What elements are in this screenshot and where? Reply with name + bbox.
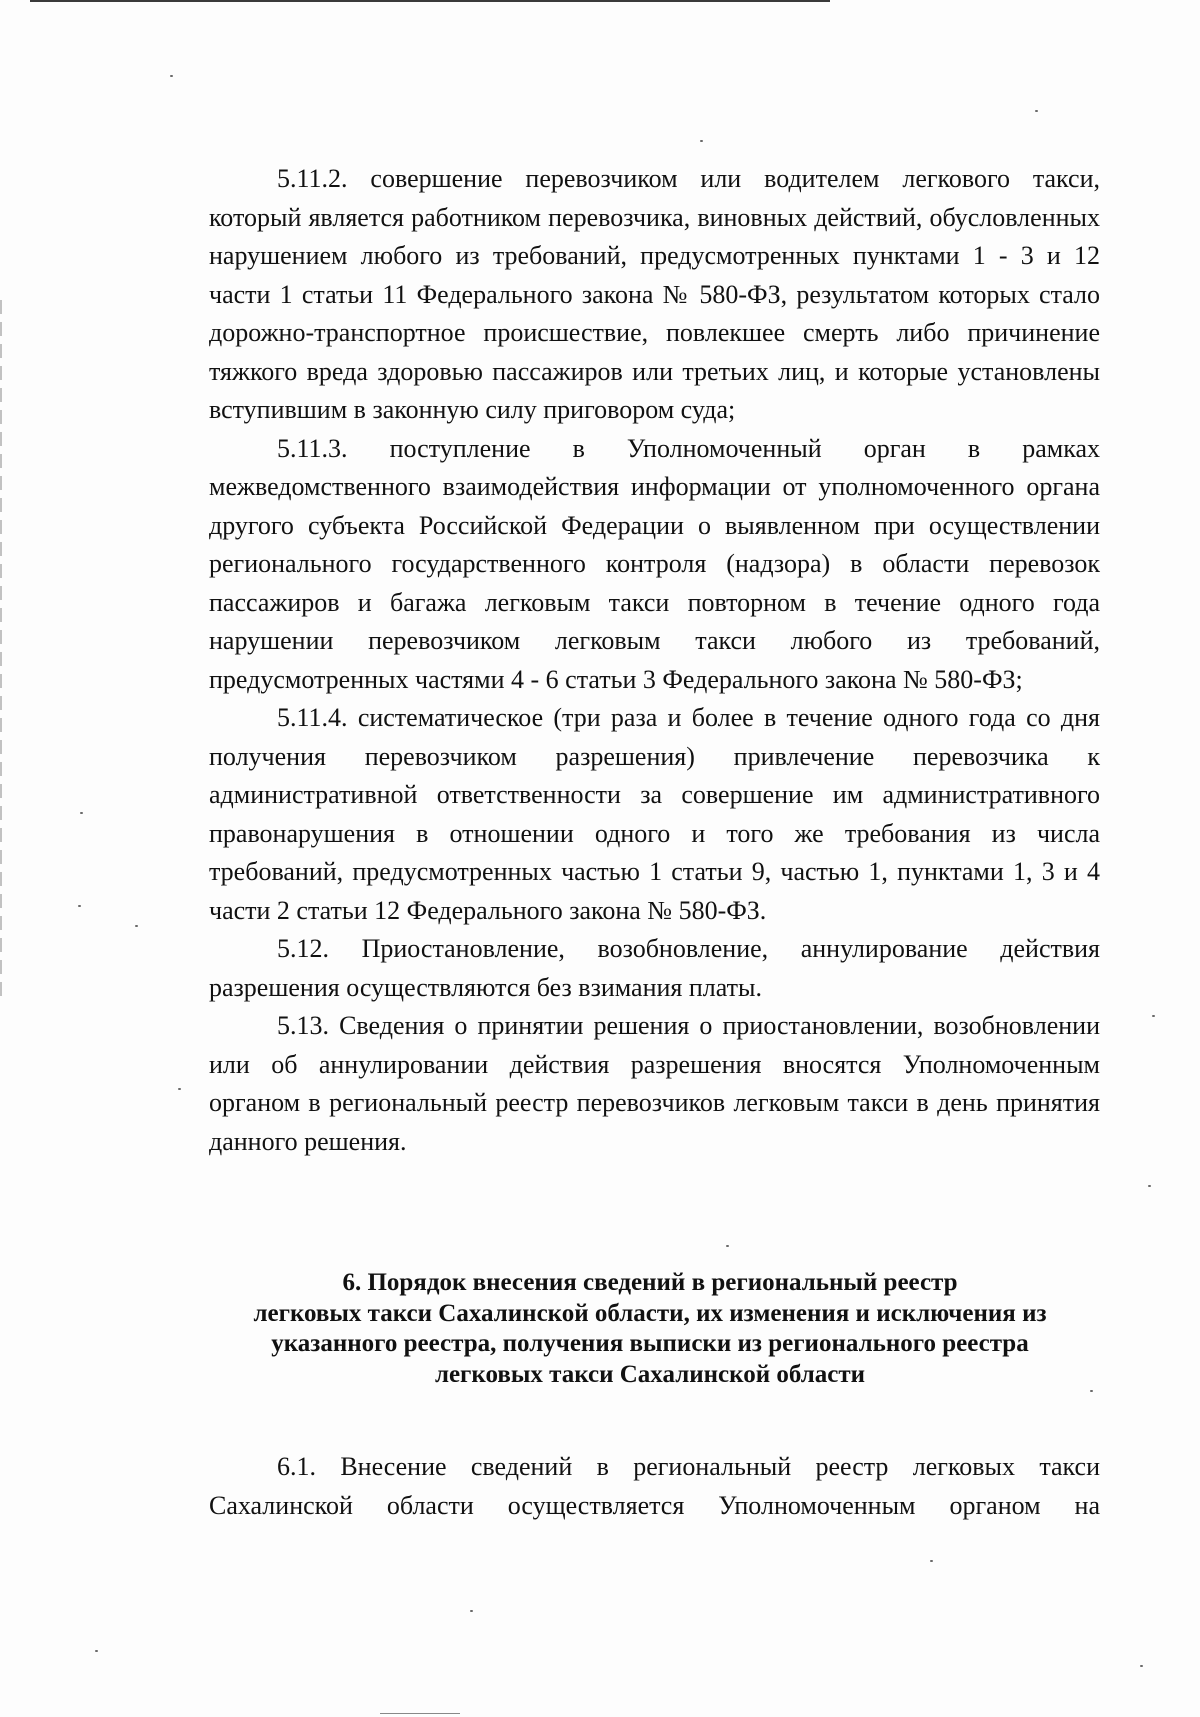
- scan-speck: [1035, 110, 1038, 112]
- paragraph-5-11-2: 5.11.2. совершение перевозчиком или водителем легкового такси, который является работником перевозчика, виновных действий, обусловленных нарушением любого из требований, предусмотренных пунктами 1 - 3 и 12 части 1 статьи 11 Федерального закона № 580-ФЗ, результатом которых стало дорожно-транспортное происшествие, повлекшее смерть либо причинение тяжкого вреда здоровью пассажиров или третьих лиц, и которые установлены вступившим в законную силу приговором суда;: [209, 164, 1100, 424]
- heading-line: легковых такси Сахалинской области: [434, 1360, 866, 1388]
- scan-speck: [178, 1088, 181, 1090]
- body-text: [209, 160, 1100, 1161]
- scan-speck: [470, 1610, 473, 1612]
- scan-speck: [95, 1650, 98, 1652]
- scan-bottom-mark: [380, 1713, 460, 1714]
- scan-speck: [170, 75, 173, 77]
- heading-line: 6. Порядок внесения сведений в региональный реестр: [342, 1269, 958, 1296]
- scan-speck: [78, 905, 81, 907]
- scan-speck: [930, 1560, 933, 1562]
- section-6-body: [209, 1448, 1100, 1525]
- scan-speck: [1148, 1185, 1151, 1187]
- scan-speck: [1152, 1015, 1155, 1017]
- scan-speck: [135, 925, 138, 927]
- scan-speck: [1090, 1390, 1093, 1392]
- scan-top-border: [30, 0, 830, 2]
- heading-line: легковых такси Сахалинской области, их изменения и исключения из: [253, 1299, 1047, 1327]
- paragraph-6-1: 6.1. Внесение сведений в региональный реестр легковых такси Сахалинской области осуществляется Уполномоченным органом на: [209, 1452, 1100, 1520]
- paragraph-5-11-3: 5.11.3. поступление в Уполномоченный орган в рамках межведомственного взаимодействия информации от уполномоченного органа другого субъекта Российской Федерации о выявленном при осуществлении регионального государственного контроля (надзора) в области перевозок пассажиров и багажа легковым такси повторном в течение одного года нарушении перевозчиком легковым такси любого из требований, предусмотренных частями 4 - 6 статьи 3 Федерального закона № 580-ФЗ;: [209, 433, 1100, 694]
- scan-speck: [1140, 1665, 1143, 1667]
- paragraph-5-12: 5.12. Приостановление, возобновление, аннулирование действия разрешения осуществляются без взимания платы.: [209, 934, 1100, 1002]
- scan-speck: [726, 1245, 729, 1247]
- paragraph-5-13: 5.13. Сведения о принятии решения о приостановлении, возобновлении или об аннулировании действия разрешения вносятся Уполномоченным органом в региональный реестр перевозчиков легковым такси в день принятия данного решения.: [209, 1011, 1100, 1156]
- heading-line: указанного реестра, получения выписки из регионального реестра: [271, 1330, 1029, 1357]
- scan-left-edge: [0, 300, 2, 1000]
- section-6-heading: [200, 1268, 1100, 1390]
- scan-speck: [80, 812, 83, 814]
- paragraph-5-11-4: 5.11.4. систематическое (три раза и более в течение одного года со дня получения перевозчиком разрешения) привлечение перевозчика к административной ответственности за совершение им административного правонарушения в отношении одного и того же требования из числа требований, предусмотренных частью 1 статьи 9, частью 1, пунктами 1, 3 и 4 части 2 статьи 12 Федерального закона № 580-ФЗ.: [209, 703, 1100, 925]
- scan-speck: [700, 140, 703, 142]
